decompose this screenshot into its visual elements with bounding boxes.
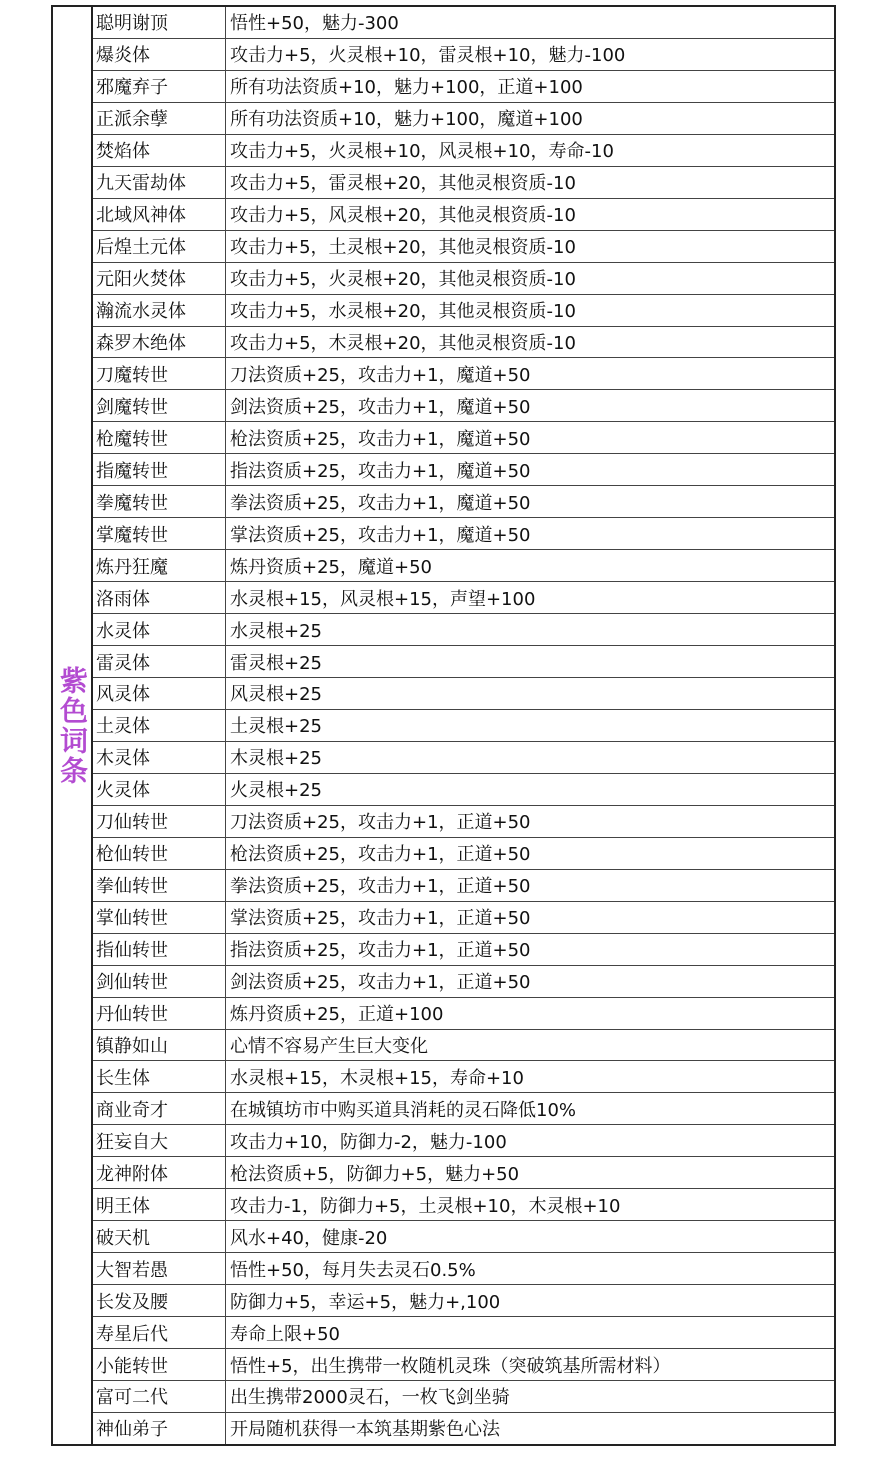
- trait-effect-cell: 风水+40，健康-20: [230, 1227, 388, 1249]
- table-row: [93, 518, 834, 550]
- trait-effect-cell: 掌法资质+25，攻击力+1，魔道+50: [230, 524, 531, 546]
- table-row: [93, 902, 834, 934]
- trait-effect-cell: 拳法资质+25，攻击力+1，正道+50: [230, 876, 531, 898]
- category-label: 紫色词条: [56, 665, 89, 786]
- table-row: [93, 39, 834, 71]
- trait-name-cell: 北域风神体: [93, 199, 226, 230]
- trait-table: [51, 5, 836, 1446]
- table-row: [93, 1030, 834, 1062]
- trait-name-cell: 镇静如山: [93, 1030, 226, 1061]
- trait-name-cell: 九天雷劫体: [93, 167, 226, 198]
- trait-name-cell: 长发及腰: [93, 1285, 226, 1316]
- trait-effect-cell: 攻击力+5，火灵根+10，雷灵根+10，魅力-100: [230, 45, 626, 67]
- trait-effect-cell: 土灵根+25: [230, 716, 322, 738]
- trait-effect-cell: 悟性+5，出生携带一枚随机灵珠（突破筑基所需材料）: [230, 1355, 671, 1377]
- table-row: [93, 199, 834, 231]
- table-row: [93, 678, 834, 710]
- trait-effect-cell: 枪法资质+25，攻击力+1，正道+50: [230, 844, 531, 866]
- trait-name-cell: 龙神附体: [93, 1157, 226, 1188]
- trait-effect-cell: 水灵根+25: [230, 620, 322, 642]
- table-row: [93, 7, 834, 39]
- trait-effect-cell: 出生携带2000灵石，一枚飞剑坐骑: [230, 1387, 510, 1409]
- trait-effect-cell: 所有功法资质+10，魅力+100，魔道+100: [230, 109, 583, 131]
- trait-name-cell: 洛雨体: [93, 582, 226, 613]
- trait-effect-cell: 水灵根+15，风灵根+15，声望+100: [230, 588, 536, 610]
- trait-effect-cell: 火灵根+25: [230, 780, 322, 802]
- trait-name-cell: 刀魔转世: [93, 358, 226, 389]
- trait-effect-cell: 攻击力+5，火灵根+20，其他灵根资质-10: [230, 269, 576, 291]
- table-row: [93, 838, 834, 870]
- trait-effect-cell: 攻击力+5，土灵根+20，其他灵根资质-10: [230, 237, 576, 259]
- table-body: [93, 7, 834, 1444]
- trait-effect-cell: 枪法资质+5，防御力+5，魅力+50: [230, 1163, 520, 1185]
- trait-name-cell: 寿星后代: [93, 1317, 226, 1348]
- trait-effect-cell: 心情不容易产生巨大变化: [230, 1035, 428, 1057]
- trait-name-cell: 枪魔转世: [93, 422, 226, 453]
- table-row: [93, 486, 834, 518]
- table-row: [93, 742, 834, 774]
- table-row: [93, 998, 834, 1030]
- trait-name-cell: 聪明谢顶: [93, 7, 226, 38]
- table-row: [93, 582, 834, 614]
- trait-name-cell: 拳仙转世: [93, 870, 226, 901]
- trait-name-cell: 土灵体: [93, 710, 226, 741]
- table-row: [93, 1413, 834, 1444]
- table-row: [93, 1317, 834, 1349]
- trait-effect-cell: 开局随机获得一本筑基期紫色心法: [230, 1419, 500, 1441]
- trait-name-cell: 商业奇才: [93, 1093, 226, 1124]
- trait-effect-cell: 剑法资质+25，攻击力+1，魔道+50: [230, 396, 531, 418]
- table-row: [93, 806, 834, 838]
- table-row: [93, 1125, 834, 1157]
- trait-effect-cell: 风灵根+25: [230, 684, 322, 706]
- trait-effect-cell: 攻击力-1，防御力+5，土灵根+10，木灵根+10: [230, 1195, 621, 1217]
- table-row: [93, 550, 834, 582]
- trait-effect-cell: 攻击力+10，防御力-2，魅力-100: [230, 1131, 507, 1153]
- trait-effect-cell: 攻击力+5，水灵根+20，其他灵根资质-10: [230, 301, 576, 323]
- trait-name-cell: 木灵体: [93, 742, 226, 773]
- category-cell: [53, 7, 93, 1444]
- trait-name-cell: 拳魔转世: [93, 486, 226, 517]
- trait-name-cell: 长生体: [93, 1061, 226, 1092]
- trait-name-cell: 掌魔转世: [93, 518, 226, 549]
- trait-effect-cell: 攻击力+5，火灵根+10，风灵根+10，寿命-10: [230, 141, 614, 163]
- trait-name-cell: 焚焰体: [93, 135, 226, 166]
- trait-name-cell: 正派余孽: [93, 103, 226, 134]
- trait-effect-cell: 悟性+50，魅力-300: [230, 13, 399, 35]
- trait-effect-cell: 水灵根+15，木灵根+15，寿命+10: [230, 1067, 524, 1089]
- table-row: [93, 390, 834, 422]
- trait-name-cell: 邪魔弃子: [93, 71, 226, 102]
- trait-name-cell: 水灵体: [93, 614, 226, 645]
- table-row: [93, 231, 834, 263]
- table-row: [93, 263, 834, 295]
- trait-name-cell: 富可二代: [93, 1381, 226, 1412]
- table-row: [93, 710, 834, 742]
- table-row: [93, 1349, 834, 1381]
- table-row: [93, 646, 834, 678]
- table-row: [93, 1285, 834, 1317]
- trait-effect-cell: 木灵根+25: [230, 748, 322, 770]
- trait-name-cell: 大智若愚: [93, 1253, 226, 1284]
- trait-name-cell: 火灵体: [93, 774, 226, 805]
- trait-name-cell: 小能转世: [93, 1349, 226, 1380]
- trait-name-cell: 明王体: [93, 1189, 226, 1220]
- trait-name-cell: 枪仙转世: [93, 838, 226, 869]
- trait-effect-cell: 炼丹资质+25，魔道+50: [230, 556, 432, 578]
- trait-effect-cell: 剑法资质+25，攻击力+1，正道+50: [230, 972, 531, 994]
- trait-effect-cell: 攻击力+5，风灵根+20，其他灵根资质-10: [230, 205, 576, 227]
- trait-name-cell: 剑魔转世: [93, 390, 226, 421]
- trait-effect-cell: 枪法资质+25，攻击力+1，魔道+50: [230, 428, 531, 450]
- trait-name-cell: 指仙转世: [93, 934, 226, 965]
- table-row: [93, 1253, 834, 1285]
- trait-effect-cell: 寿命上限+50: [230, 1323, 340, 1345]
- trait-name-cell: 炼丹狂魔: [93, 550, 226, 581]
- trait-effect-cell: 指法资质+25，攻击力+1，魔道+50: [230, 460, 531, 482]
- trait-name-cell: 丹仙转世: [93, 998, 226, 1029]
- table-row: [93, 1381, 834, 1413]
- table-row: [93, 774, 834, 806]
- table-row: [93, 71, 834, 103]
- table-row: [93, 1157, 834, 1189]
- trait-effect-cell: 刀法资质+25，攻击力+1，魔道+50: [230, 364, 531, 386]
- trait-effect-cell: 攻击力+5，雷灵根+20，其他灵根资质-10: [230, 173, 576, 195]
- table-row: [93, 870, 834, 902]
- table-row: [93, 295, 834, 327]
- trait-effect-cell: 防御力+5，幸运+5，魅力+,100: [230, 1291, 501, 1313]
- trait-effect-cell: 在城镇坊市中购买道具消耗的灵石降低10%: [230, 1099, 577, 1121]
- table-row: [93, 422, 834, 454]
- table-row: [93, 934, 834, 966]
- trait-name-cell: 掌仙转世: [93, 902, 226, 933]
- trait-name-cell: 爆炎体: [93, 39, 226, 70]
- trait-effect-cell: 攻击力+5，木灵根+20，其他灵根资质-10: [230, 333, 576, 354]
- trait-effect-cell: 刀法资质+25，攻击力+1，正道+50: [230, 812, 531, 834]
- trait-name-cell: 剑仙转世: [93, 966, 226, 997]
- trait-effect-cell: 掌法资质+25，攻击力+1，正道+50: [230, 908, 531, 930]
- table-row: [93, 1221, 834, 1253]
- trait-name-cell: 刀仙转世: [93, 806, 226, 837]
- table-row: [93, 1189, 834, 1221]
- trait-name-cell: 后煌土元体: [93, 231, 226, 262]
- trait-name-cell: 神仙弟子: [93, 1413, 226, 1444]
- table-row: [93, 167, 834, 199]
- table-row: [93, 1093, 834, 1125]
- table-row: [93, 327, 834, 359]
- table-row: [93, 103, 834, 135]
- table-row: [93, 358, 834, 390]
- trait-name-cell: 狂妄自大: [93, 1125, 226, 1156]
- trait-effect-cell: 拳法资质+25，攻击力+1，魔道+50: [230, 492, 531, 514]
- table-row: [93, 614, 834, 646]
- table-row: [93, 966, 834, 998]
- trait-name-cell: 元阳火焚体: [93, 263, 226, 294]
- trait-name-cell: 雷灵体: [93, 646, 226, 677]
- trait-effect-cell: 指法资质+25，攻击力+1，正道+50: [230, 940, 531, 962]
- trait-name-cell: 森罗木绝体: [93, 327, 226, 358]
- trait-effect-cell: 炼丹资质+25，正道+100: [230, 1004, 444, 1026]
- trait-name-cell: 破天机: [93, 1221, 226, 1252]
- trait-effect-cell: 所有功法资质+10，魅力+100，正道+100: [230, 77, 583, 99]
- table-row: [93, 135, 834, 167]
- trait-name-cell: 风灵体: [93, 678, 226, 709]
- trait-name-cell: 指魔转世: [93, 454, 226, 485]
- trait-effect-cell: 悟性+50，每月失去灵石0.5%: [230, 1259, 476, 1281]
- trait-name-cell: 瀚流水灵体: [93, 295, 226, 326]
- table-row: [93, 454, 834, 486]
- trait-effect-cell: 雷灵根+25: [230, 652, 322, 674]
- table-row: [93, 1061, 834, 1093]
